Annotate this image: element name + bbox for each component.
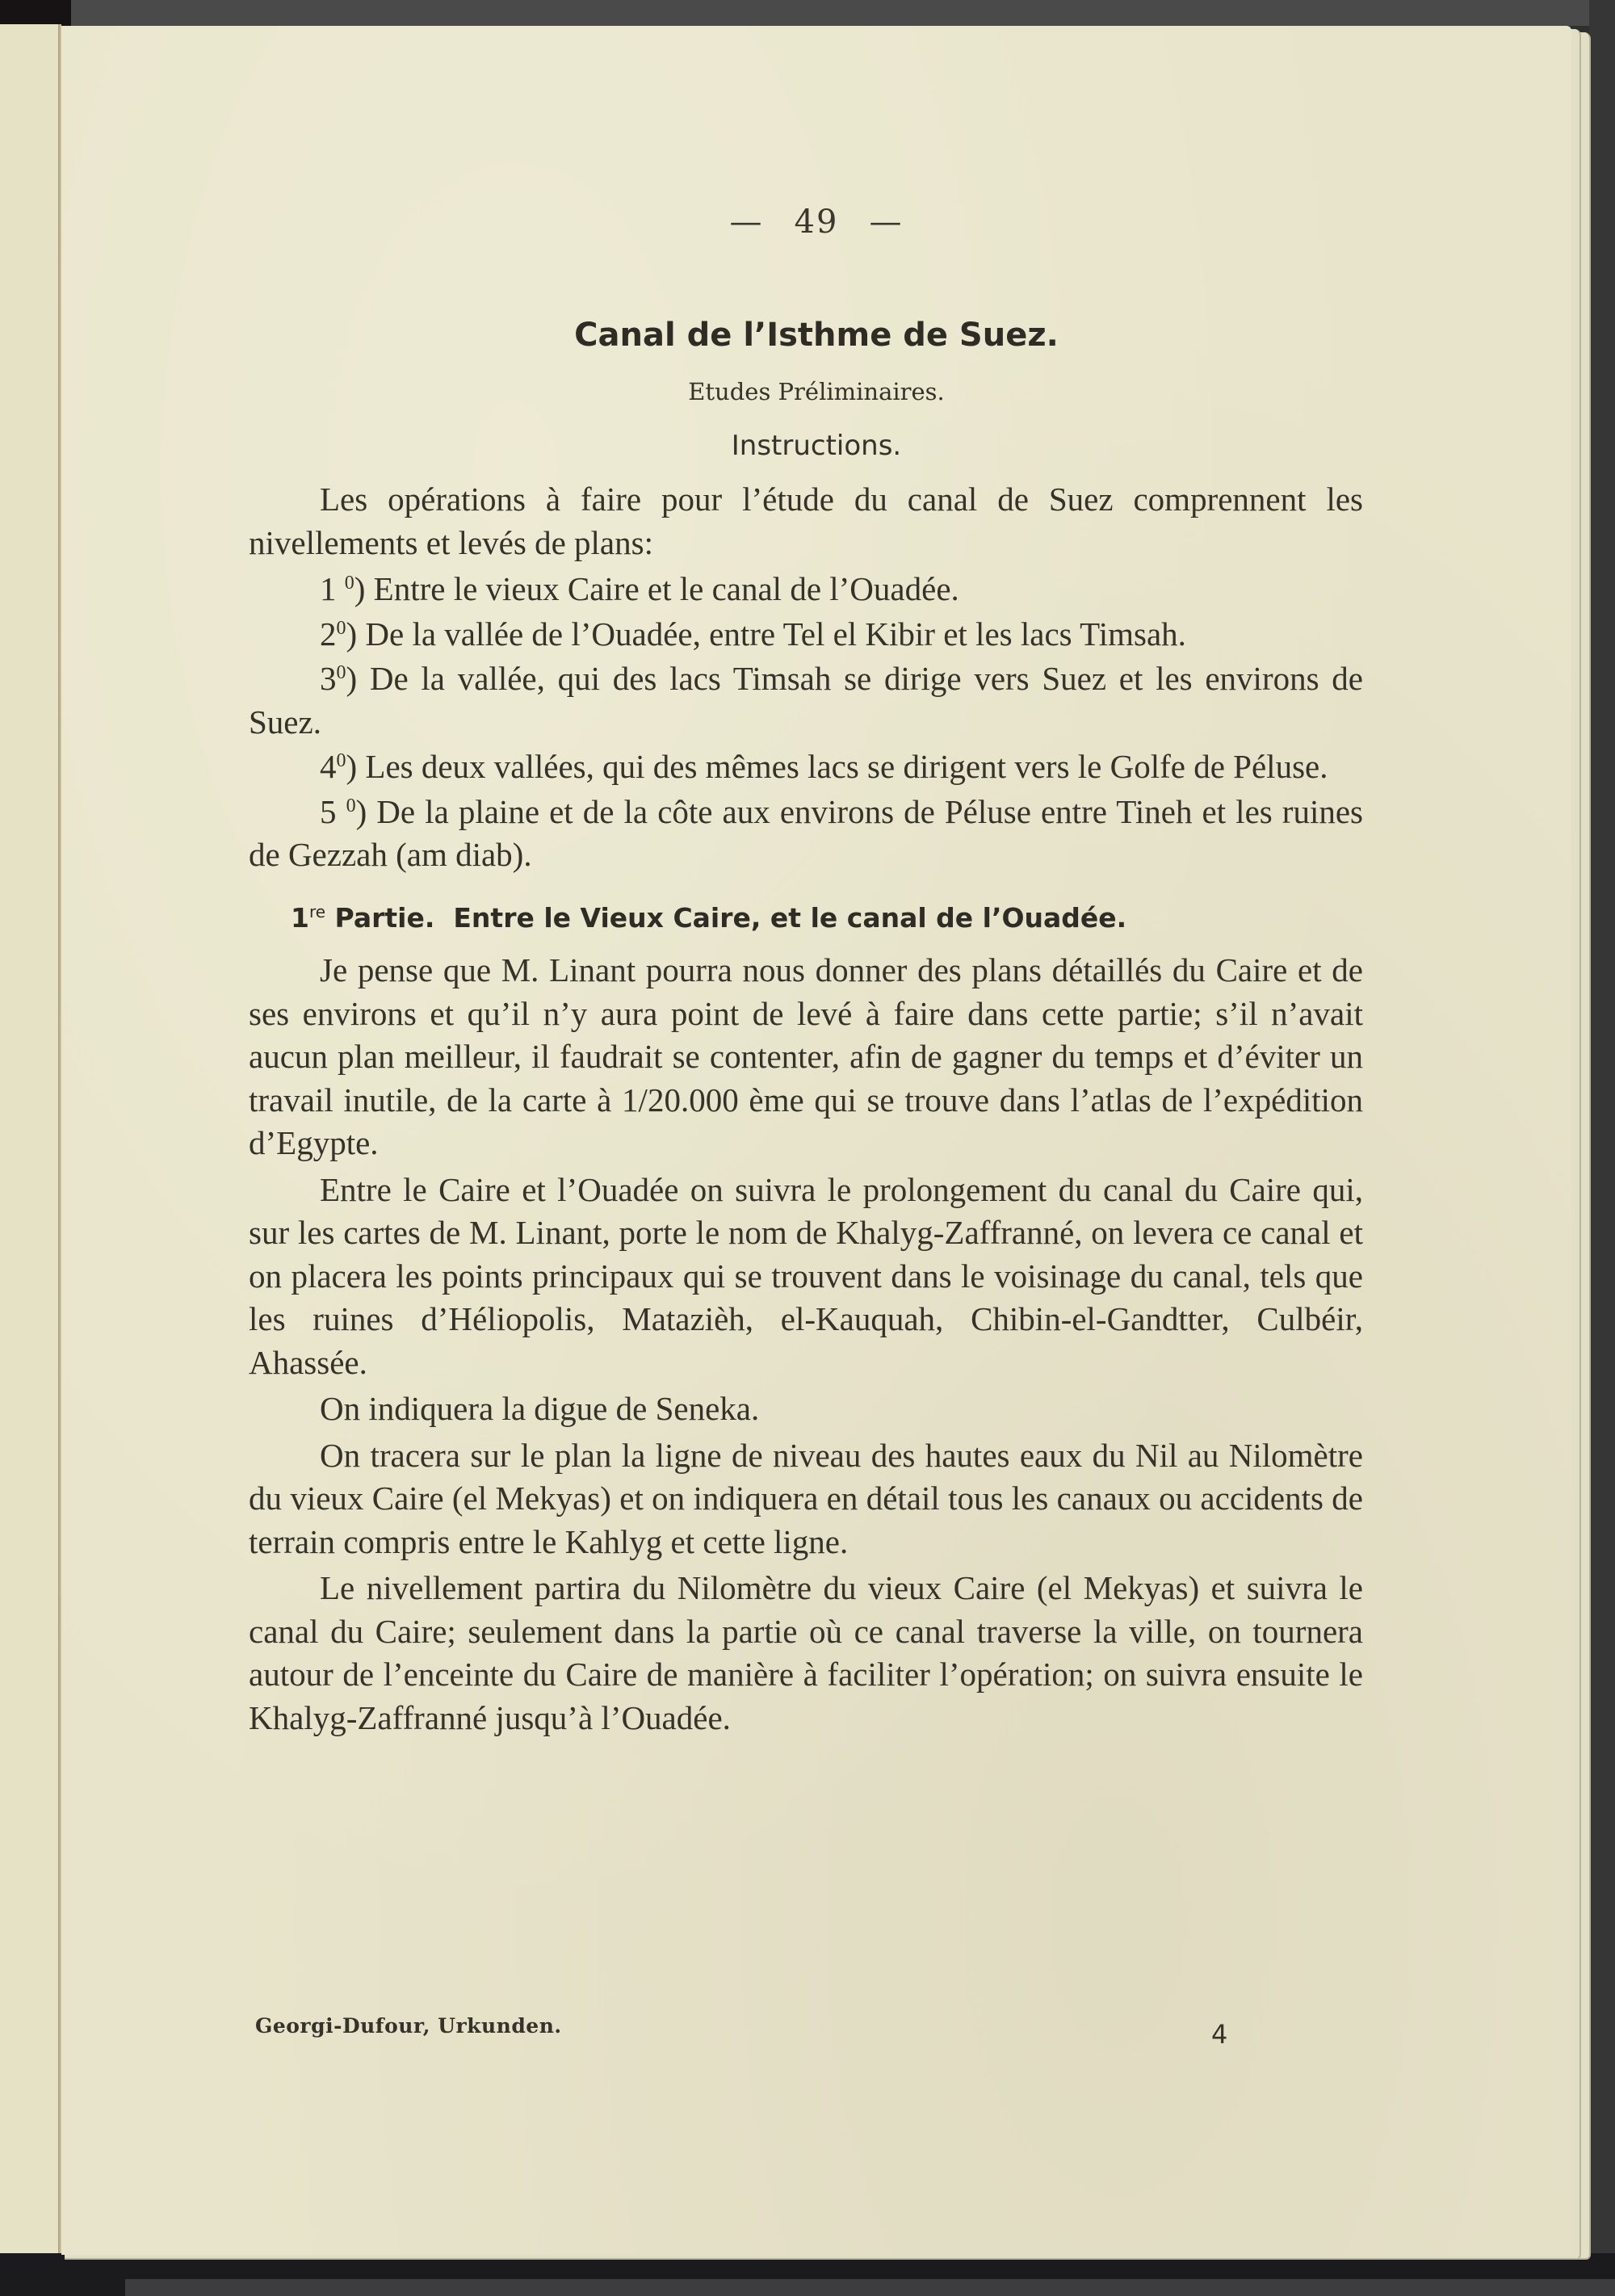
list-number: 4 [320,748,337,785]
scan-backdrop [1589,0,1615,2296]
list-item [249,745,1363,789]
paragraph: Entre le Caire et l’Ouadée on suivra le prolongement du canal du Caire qui, sur les cartes de M. Linant, porte le nom de Khalyg-Zaffranné, on levera ce canal et on placera les points principaux qui se trouvent dans le voisinage du canal, tels que les ruines d’Héliopolis, Matazièh, el-Kauquah, Chibin-el-Gandtter, Culbéir, Ahassée. [249,1170,1363,1381]
section-label: Partie. [325,901,435,934]
page-number-dash: — [729,204,764,241]
signature-mark: 4 [1211,2019,1228,2050]
paragraph: Je pense que M. Linant pourra nous donner des plans détaillés du Caire et de ses environs et qu’il n’y aura point de levé à faire dans cette partie; s’il n’avait aucun plan meilleur, il faudrait se contenter, afin de gagner du temps et d’éviter un travail inutile, de la carte à 1/20.000 ème qui se trouve dans l’atlas de l’expédition d’Egypte. [249,951,1363,1161]
section-ordinal-suffix: re [308,901,326,921]
paragraph: On tracera sur le plan la ligne de niveau des hautes eaux du Nil au Nilomètre du vieux Caire (el Mekyas) et on indiquera en détail tous les canaux ou accidents de terrain compris entre le Kahlyg et cette ligne. [249,1436,1363,1560]
list-number: 1 [320,570,337,607]
list-number: 5 [320,792,337,830]
list-item [249,613,1363,657]
section-title: Entre le Vieux Caire, et le canal de l’Ouadée. [453,901,1127,934]
list-item [249,657,1363,744]
list-text: ) Entre le vieux Caire et le canal de l’Ouadée. [354,570,959,607]
footer-source: Georgi-Dufour, Urkunden. [255,2014,562,2038]
scan-backdrop [0,0,71,26]
document-subtitle: Etudes Préliminaires. [688,378,945,405]
section-ordinal: 1 [291,901,309,934]
page-number-value: 49 [794,204,839,241]
body-text [249,478,1363,1743]
degree-mark: 0 [336,617,346,639]
facing-page [0,24,58,2253]
list-number: 2 [320,615,337,653]
document-page [61,26,1571,2255]
list-text: ) Les deux vallées, qui des mêmes lacs se dirigent vers le Golfe de Péluse. [346,748,1328,785]
scan-backdrop [125,2279,1615,2296]
page-number [61,204,1571,241]
list-text: ) De la vallée, qui des lacs Timsah se dirige vers Suez et les environs de Suez. [249,660,1363,741]
section-heading [249,896,1363,940]
intro-paragraph: Les opérations à faire pour l’étude du canal de Suez comprennent les nivellements et levés de plans: [249,481,1363,561]
paragraph: Le nivellement partira du Nilomètre du vieux Caire (el Mekyas) et suivra le canal du Caire; seulement dans la partie où ce canal traverse la ville, on tournera autour de l’enceinte du Caire de manière à faciliter l’opération; on suivra ensuite le Khalyg-Zaffranné jusqu’à l’Ouadée. [249,1569,1363,1736]
page-number-dash: — [869,204,904,241]
paragraph: On indiquera la digue de Seneka. [320,1390,760,1427]
list-text: ) De la plaine et de la côte aux environs de Péluse entre Tineh et les ruines de Gezzah (am diab). [249,792,1364,873]
list-text: ) De la vallée de l’Ouadée, entre Tel el Kibir et les lacs Timsah. [346,615,1186,653]
list-item [249,791,1363,877]
list-item [249,568,1363,611]
list-number: 3 [320,660,337,697]
instructions-heading: Instructions. [731,430,902,462]
degree-mark: 0 [336,662,346,683]
degree-mark: 0 [336,750,346,771]
scan-backdrop [71,0,1615,26]
degree-mark: 0 [346,795,356,816]
document-title: Canal de l’Isthme de Suez. [574,317,1059,354]
degree-mark: 0 [344,573,354,594]
